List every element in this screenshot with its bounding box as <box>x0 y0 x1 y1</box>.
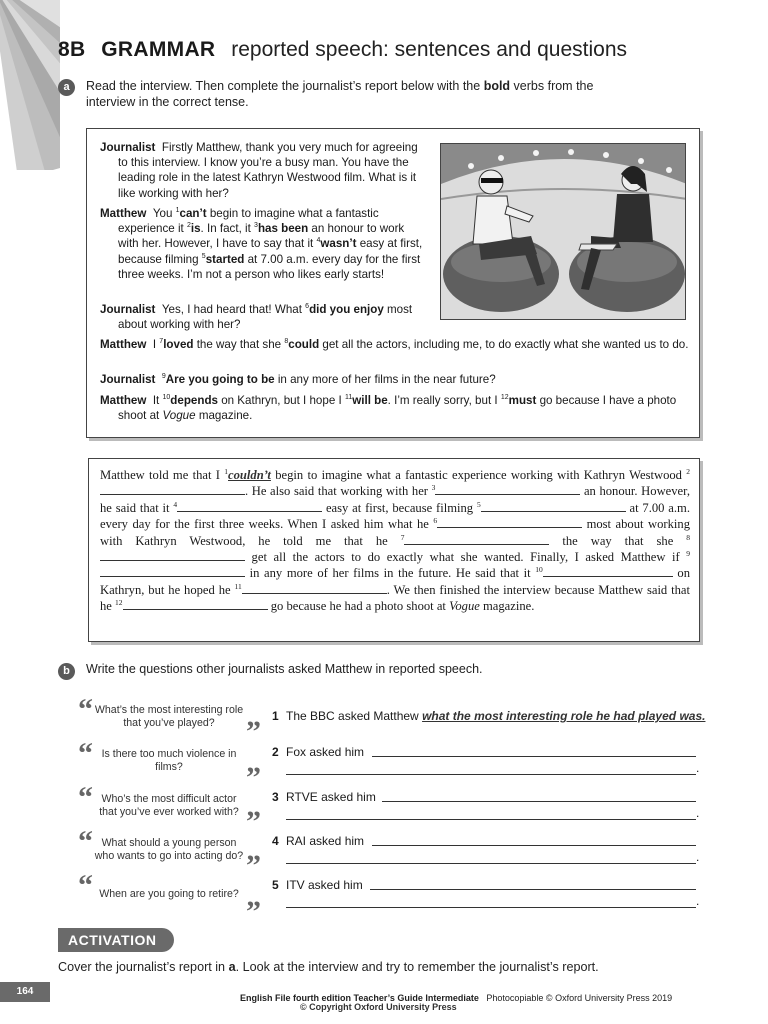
speaker-label: Matthew <box>100 338 147 351</box>
blank-2[interactable] <box>100 484 245 495</box>
question-number-2: 2 <box>272 745 279 759</box>
question-number-3: 3 <box>272 790 279 804</box>
blank-3[interactable] <box>435 484 580 495</box>
question-stem: ITV asked him <box>286 878 363 892</box>
period: . <box>696 894 700 908</box>
instr-text: Read the interview. Then complete the journalist’s report below with the <box>86 79 484 93</box>
answer-line-4a[interactable] <box>372 845 696 846</box>
open-quote-icon: “ <box>78 693 93 726</box>
close-quote-icon: ” <box>246 805 261 838</box>
example-answer-b: what the most interesting role he had played was. <box>422 709 706 723</box>
example-answer: couldn’t <box>228 468 271 482</box>
question-number-1: 1 <box>272 709 279 723</box>
exercise-a-bullet: a <box>58 79 75 96</box>
interview-line-journalist-1 <box>100 140 425 201</box>
question-stem: RTVE asked him <box>286 790 376 804</box>
quote-text-1: What’s the most interesting role that you’ve played? <box>94 704 244 729</box>
blank-8[interactable] <box>100 550 245 561</box>
quote-text-2: Is there too much violence in films? <box>101 748 237 773</box>
instr-text: verbs from the <box>510 79 594 93</box>
book-title: English File fourth edition Teacher’s Guide Intermediate <box>240 993 479 1003</box>
close-quote-icon: ” <box>246 761 261 794</box>
answer-line-5b[interactable] <box>286 907 696 908</box>
quote-text-4: What should a young person who wants to go into acting do? <box>94 837 244 862</box>
answer-line-3a[interactable] <box>382 801 696 802</box>
speaker-label: Journalist <box>100 141 156 154</box>
corner-decoration <box>0 0 60 170</box>
close-quote-icon: ” <box>246 715 261 748</box>
dialogue-text: Firstly Matthew, thank you very much for agreeing to this interview. I know you’re a busy man. You have the leading role in the latest Kathryn Westwood film. What is it like working with her? <box>118 141 418 200</box>
answer-line-4b[interactable] <box>286 863 696 864</box>
speaker-label: Journalist <box>100 373 156 386</box>
blank-6[interactable] <box>437 517 582 528</box>
interview-illustration-drawing <box>441 144 686 320</box>
question-stem: The BBC asked Matthew <box>286 709 423 723</box>
interview-line-journalist-3: Journalist $^9$Are you going to be in any more of her films in the near future? <box>100 373 496 386</box>
blank-7[interactable] <box>404 534 549 545</box>
instr-text: interview in the correct tense. <box>86 95 249 109</box>
exercise-b-bullet: b <box>58 663 75 680</box>
answer-line-5a[interactable] <box>370 889 696 890</box>
journalist-report: Matthew told me that I $^1$couldn’t begin to imagine what a fantastic experience working with Kathryn Westwood $^2$. He also said that working with her $^3$ an honour. However, he said that it $^4$ easy at first, because filming $^5$ at 7.00 a.m. every day for the first three weeks. When I asked him what he $^6$ most about working with Kathryn Westwood, he told me that he $^7$ the way that she $^8$ get all the actors to do exactly what she wanted. Finally, I asked Matthew if $^9$ in any more of her films in the future. He said that it $^{10}$ on Kathryn, but he hoped he $^{11}$ . We then finished the interview because Matthew said that he $^{12}$ go because he had a photo shoot at Vogue magazine. <box>100 466 690 614</box>
open-quote-icon: “ <box>78 737 93 770</box>
instr-bold: bold <box>483 79 511 93</box>
close-quote-icon: ” <box>246 849 261 882</box>
blank-9[interactable] <box>100 566 245 577</box>
interview-line-matthew-1: Matthew You $^1$can’t begin to imagine what a fantastic experience it $^2$is. In fact, it $^3$has been an honour to work with her. However, I have to say that it $^4$wasn’t easy at first, because filming $^5$started at 7.00 a.m. every day for the first three weeks. I’m not a person who likes early starts! <box>100 207 423 281</box>
question-number-5: 5 <box>272 878 279 892</box>
blank-5[interactable] <box>481 501 626 512</box>
open-quote-icon: “ <box>78 781 93 814</box>
exercise-b-instruction: Write the questions other journalists asked Matthew in reported speech. <box>86 662 483 676</box>
period: . <box>696 761 700 775</box>
blank-4[interactable] <box>177 501 322 512</box>
photocopiable-note: Photocopiable © Oxford University Press 2019 <box>486 993 673 1003</box>
interview-line-matthew-3: Matthew It $^{10}$depends on Kathryn, but I hope I $^{11}$will be. I’m really sorry, but I $^{12}$must go because I have a photo shoot at Vogue magazine. <box>100 394 677 423</box>
interview-line-matthew-2: Matthew I $^7$loved the way that she $^8$could get all the actors, including me, to do exactly what she wanted us to do. <box>100 338 689 351</box>
exercise-a-instruction <box>86 78 696 110</box>
page-number: 164 <box>0 982 50 1002</box>
copyright: © Copyright Oxford University Press <box>300 1002 457 1012</box>
question-line-1 <box>286 709 705 723</box>
answer-line-3b[interactable] <box>286 819 696 820</box>
activation-label: ACTIVATION <box>58 928 174 952</box>
speaker-label: Matthew <box>100 207 147 220</box>
answer-line-2a[interactable] <box>372 756 696 757</box>
page-title <box>58 38 627 62</box>
unit-code: 8B <box>58 38 86 61</box>
speaker-label: Matthew <box>100 394 147 407</box>
quote-text-3: Who’s the most difficult actor that you’ve ever worked with? <box>99 793 239 818</box>
open-quote-icon: “ <box>78 825 93 858</box>
open-quote-icon: “ <box>78 869 93 902</box>
period: . <box>696 850 700 864</box>
blank-12[interactable] <box>123 599 268 610</box>
answer-line-2b[interactable] <box>286 774 696 775</box>
question-stem: RAI asked him <box>286 834 365 848</box>
quote-text-5: When are you going to retire? <box>99 888 239 900</box>
blank-10[interactable] <box>543 566 673 577</box>
period: . <box>696 806 700 820</box>
blank-11[interactable] <box>242 583 387 594</box>
section-name: GRAMMAR <box>101 38 216 61</box>
close-quote-icon: ” <box>246 895 261 928</box>
interview-illustration <box>440 143 686 320</box>
question-number-4: 4 <box>272 834 279 848</box>
interview-line-journalist-2: Journalist Yes, I had heard that! What $^6$did you enjoy most about working with her? <box>100 303 413 332</box>
title-subtitle: reported speech: sentences and questions <box>231 38 628 61</box>
question-stem: Fox asked him <box>286 745 365 759</box>
activation-text: Cover the journalist’s report in a. Look at the interview and try to remember the journalist’s report. <box>58 960 599 974</box>
speaker-label: Journalist <box>100 303 156 316</box>
